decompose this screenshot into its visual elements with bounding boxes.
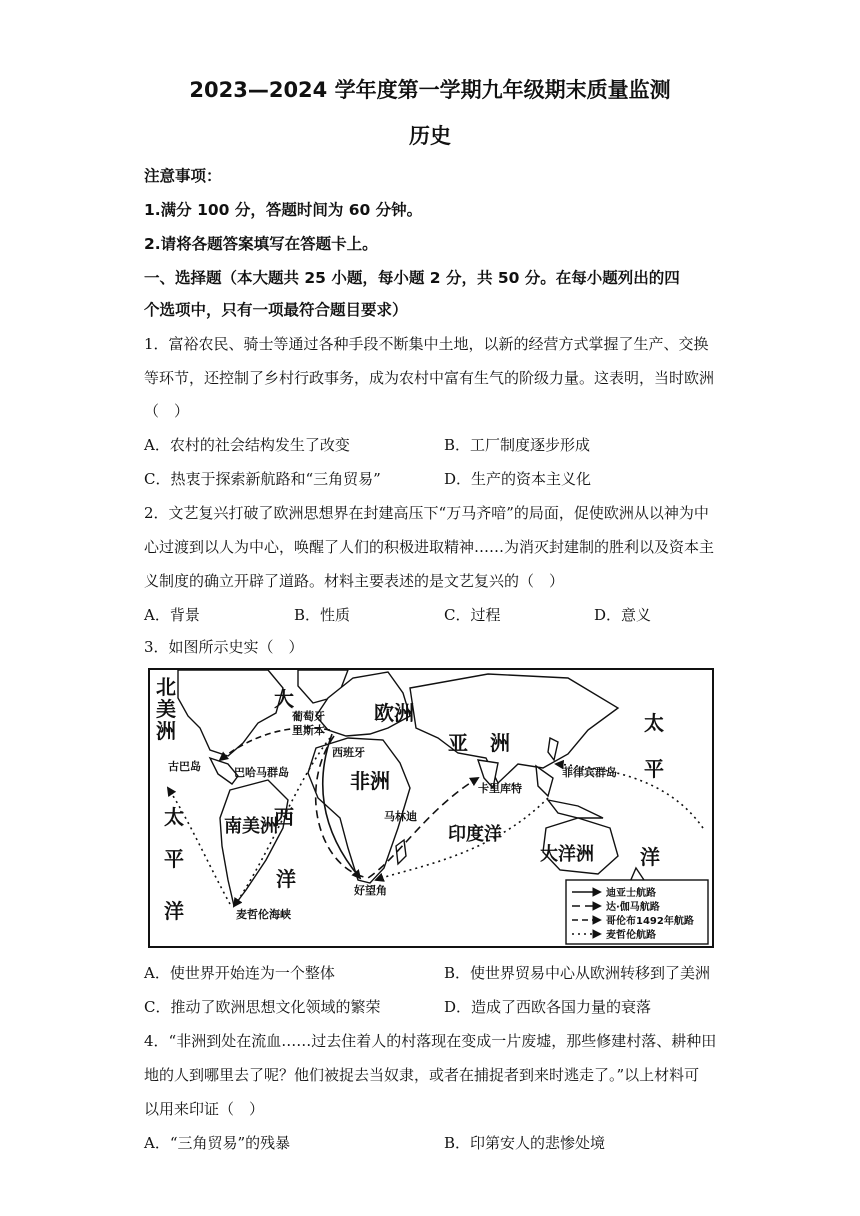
label-pacific-right-tai: 太 [644, 711, 664, 735]
map-legend [566, 880, 708, 944]
notes-item-2: 2.请将各题答案填写在答题卡上。 [144, 235, 378, 253]
exam-title: 2023—2024 学年度第一学期九年级期末质量监测 [189, 78, 671, 102]
label-strait-of-magellan: 麦哲伦海峡 [236, 908, 291, 921]
section-heading-line-2: 个选项中，只有一项最符合题目要求） [144, 301, 408, 319]
q4-stem-line-2: 地的人到哪里去了呢？他们被捉去当奴隶，或者在捕捉者到来时逃走了。”以上材料可 [144, 1066, 700, 1084]
q2-option-c: C．过程 [444, 606, 501, 624]
label-europe: 欧洲 [374, 701, 414, 725]
legend-da-gama: 达·伽马航路 [606, 902, 660, 913]
q2-stem-line-3: 义制度的确立开辟了道路。材料主要表述的是文艺复兴的（ ） [144, 572, 565, 590]
q4-stem-line-3: 以用来印证（ ） [144, 1100, 265, 1118]
label-spain: 西班牙 [332, 746, 365, 759]
label-north-america-2: 美 [156, 697, 176, 721]
q2-stem-line-2: 心过渡到以人为中心，唤醒了人们的积极进取精神……为消灭封建制的胜利以及资本主 [144, 538, 715, 556]
q1-option-a: A．农村的社会结构发生了改变 [144, 436, 350, 454]
label-asia-1: 亚 [448, 731, 468, 755]
label-bahamas: 巴哈马群岛 [234, 766, 289, 779]
label-pacific-left-tai: 太 [164, 805, 184, 829]
label-pacific-right-yang: 洋 [640, 845, 660, 869]
label-cuba: 古巴岛 [168, 760, 201, 773]
label-north-america-3: 洲 [156, 719, 176, 743]
notes-item-1: 1.满分 100 分，答题时间为 60 分钟。 [144, 201, 423, 219]
label-philippines: 菲律宾群岛 [562, 766, 617, 779]
label-indian-ocean: 印度洋 [448, 824, 502, 845]
q1-stem-line-1: 1．富裕农民、骑士等通过各种手段不断集中土地，以新的经营方式掌握了生产、交换 [144, 335, 709, 353]
section-heading-line-1: 一、选择题（本大题共 25 小题，每小题 2 分，共 50 分。在每小题列出的四 [144, 269, 680, 287]
q2-option-a: A．背景 [144, 606, 200, 624]
label-oceania: 大洋洲 [540, 844, 594, 865]
label-calicut: 卡里库特 [478, 782, 522, 795]
q1-option-c: C．热衷于探索新航路和“三角贸易” [144, 470, 381, 488]
q3-option-c: C．推动了欧洲思想文化领域的繁荣 [144, 998, 381, 1016]
q2-option-b: B．性质 [294, 606, 351, 624]
q1-option-d: D．生产的资本主义化 [444, 470, 592, 488]
legend-magellan: 麦哲伦航路 [606, 930, 656, 941]
q3-option-d: D．造成了西欧各国力量的衰落 [444, 998, 652, 1016]
q1-stem-line-2: 等环节，还控制了乡村行政事务，成为农村中富有生气的阶级力量。这表明，当时欧洲 [144, 369, 715, 387]
label-atlantic-yang: 洋 [276, 867, 296, 891]
q4-option-a: A．“三角贸易”的残暴 [144, 1134, 291, 1152]
q1-stem-line-3: （ ） [144, 402, 190, 420]
q2-stem-line-1: 2．文艺复兴打破了欧洲思想界在封建高压下“万马齐喑”的局面，促使欧洲从以神为中 [144, 504, 709, 522]
label-north-america: 北 [156, 675, 176, 699]
q3-option-b: B．使世界贸易中心从欧洲转移到了美洲 [444, 964, 711, 982]
subject-title: 历史 [409, 124, 451, 148]
new-routes-map [148, 668, 714, 948]
label-atlantic-xi: 西 [274, 805, 294, 829]
label-lisbon: 里斯本 [292, 724, 325, 737]
label-pacific-left-ping: 平 [164, 847, 184, 871]
q2-option-d: D．意义 [594, 606, 652, 624]
label-portugal: 葡萄牙 [292, 710, 325, 723]
q4-option-b: B．印第安人的悲惨处境 [444, 1134, 606, 1152]
q1-option-b: B．工厂制度逐步形成 [444, 436, 591, 454]
label-south-america: 南美洲 [224, 816, 278, 837]
q3-stem: 3．如图所示史实（ ） [144, 638, 304, 656]
label-asia-2: 洲 [490, 731, 510, 755]
q4-stem-line-1: 4．“非洲到处在流血……过去住着人的村落现在变成一片废墟，那些修建村落、耕种田 [144, 1032, 717, 1050]
label-malindi: 马林迪 [384, 810, 417, 823]
legend-dias: 迪亚士航路 [606, 888, 656, 899]
legend-columbus: 哥伦布1492年航路 [606, 916, 694, 927]
label-cape-of-good-hope: 好望角 [354, 884, 387, 897]
label-africa: 非洲 [350, 769, 390, 793]
label-atlantic-da: 大 [274, 687, 294, 711]
notes-heading: 注意事项： [144, 167, 222, 185]
label-pacific-right-ping: 平 [644, 757, 664, 781]
label-pacific-left-yang: 洋 [164, 899, 184, 923]
q3-option-a: A．使世界开始连为一个整体 [144, 964, 335, 982]
